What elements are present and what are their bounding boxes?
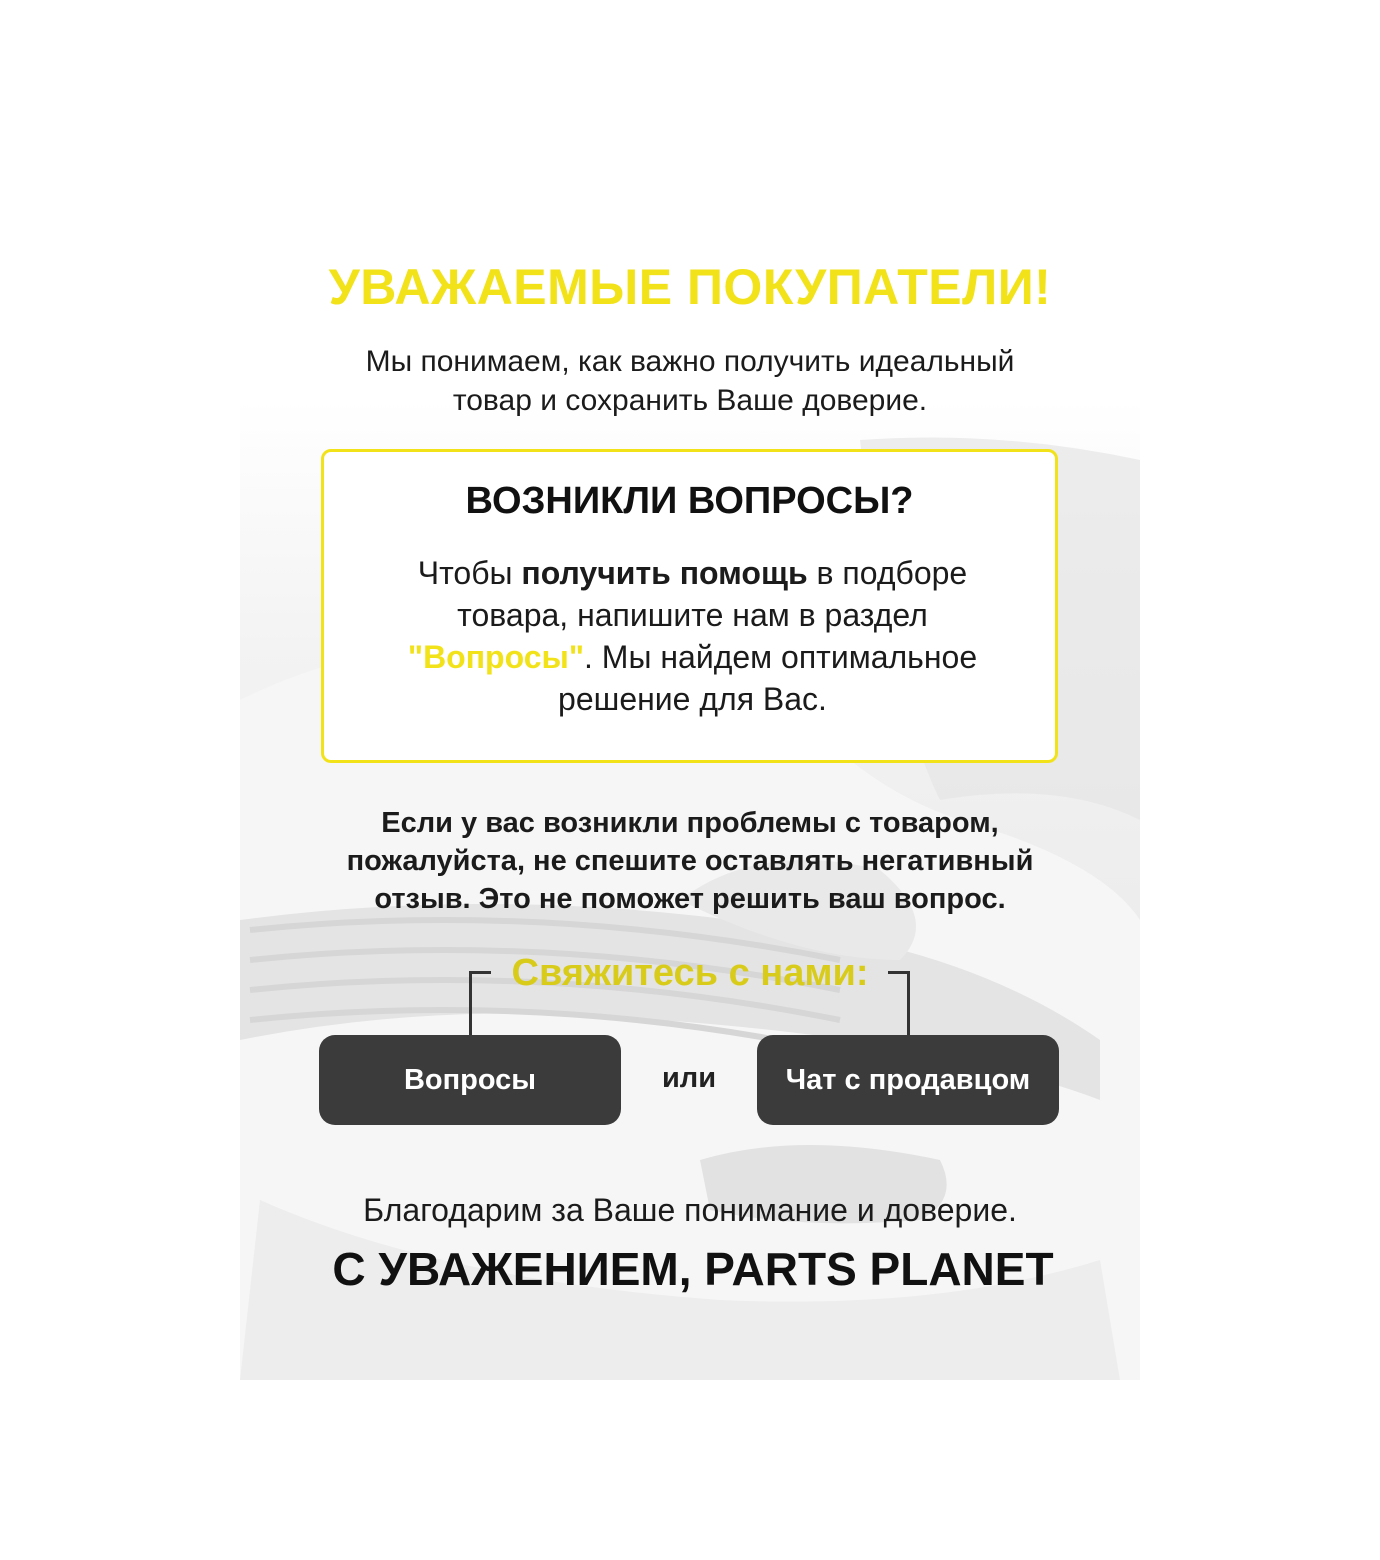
questions-button[interactable]: Вопросы [319, 1035, 621, 1125]
questions-text-part: в подборе товара, напишите нам в раздел [457, 555, 968, 633]
chat-with-seller-button[interactable]: Чат с продавцом [757, 1035, 1059, 1125]
questions-box [321, 449, 1058, 763]
bracket-left-horizontal [469, 971, 491, 974]
questions-section-link: "Вопросы" [407, 639, 585, 675]
intro-line: Мы понимаем, как важно получить идеальный [365, 345, 1015, 378]
questions-box-text [364, 552, 1021, 720]
questions-box-title: ВОЗНИКЛИ ВОПРОСЫ? [465, 480, 914, 522]
questions-text-part: Чтобы [417, 555, 522, 591]
signature: С УВАЖЕНИЕМ, PARTS PLANET [332, 1243, 1054, 1295]
contact-title: Свяжитесь с нами: [511, 952, 869, 994]
bracket-left-vertical [469, 971, 472, 1035]
warning-line: пожалуйста, не спешите оставлять негативный [346, 845, 1034, 877]
questions-text-part: . Мы найдем оптимальное решение для Вас. [558, 639, 978, 717]
warning-line: Если у вас возникли проблемы с товаром, [381, 807, 999, 839]
questions-text-bold: получить помощь [521, 555, 808, 591]
warning-line: отзыв. Это не поможет решить ваш вопрос. [374, 883, 1006, 915]
headline: УВАЖАЕМЫЕ ПОКУПАТЕЛИ! [328, 259, 1052, 315]
or-label: или [661, 1062, 717, 1094]
intro-line: товар и сохранить Ваше доверие. [452, 384, 928, 417]
bracket-right-vertical [907, 971, 910, 1035]
intro-text [340, 342, 1040, 420]
warning-text [300, 804, 1080, 918]
thanks-text: Благодарим за Ваше понимание и доверие. [363, 1192, 1017, 1228]
